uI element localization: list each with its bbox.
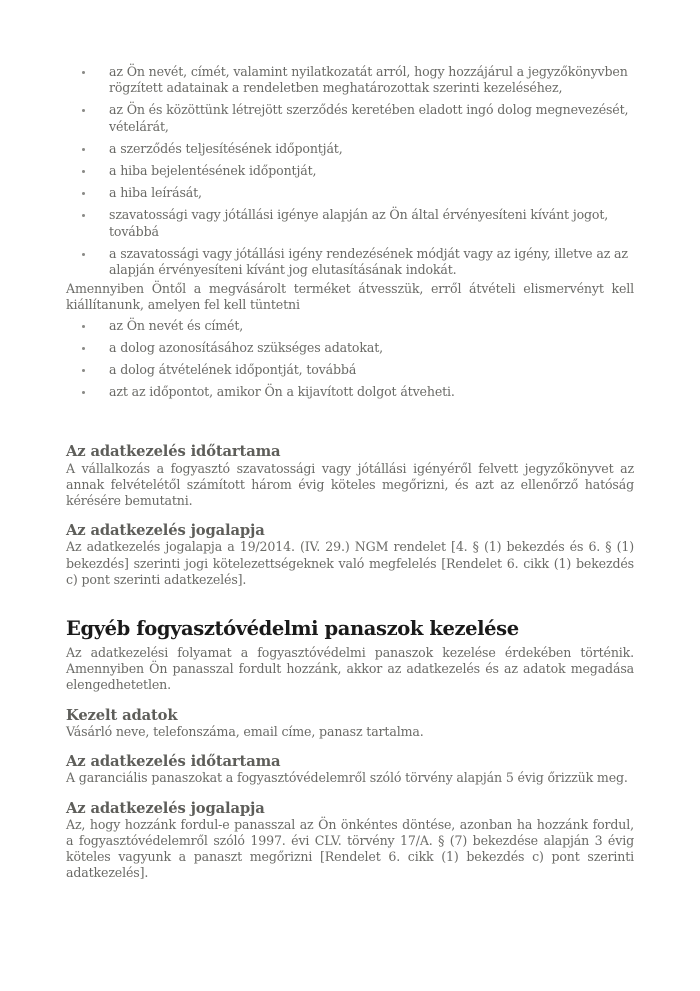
bullet-icon	[82, 325, 85, 328]
bullet-icon	[82, 369, 85, 372]
section2-data-text: Vásárló neve, telefonszáma, email címe, panasz tartalma.	[66, 723, 424, 739]
list-item: szavatossági vagy jótállási igénye alapján az Ön által érvényesíteni kívánt jogot, továbbá	[66, 207, 634, 239]
list-item: a dolog azonosításához szükséges adatokat,	[66, 340, 634, 356]
bullet-icon	[82, 391, 85, 394]
section2-legal-heading: Az adatkezelés jogalapja	[66, 799, 265, 817]
bullet-icon	[82, 192, 85, 195]
section2-intro: Az adatkezelési folyamat a fogyasztóvédelmi panaszok kezelése érdekében történik. Amennyiben Ön panasszal fordult hozzánk, akkor az adatkezelés és az adatok megadása elengedhetetlen.	[66, 645, 634, 693]
bullet-icon	[82, 253, 85, 256]
document-page	[66, 64, 634, 882]
section1-duration-heading: Az adatkezelés időtartama	[66, 443, 281, 461]
section1-legal-text: Az adatkezelés jogalapja a 19/2014. (IV. 29.) NGM rendelet [4. § (1) bekezdés és 6. § (1) bekezdés] szerinti jogi kötelezettségeknek való megfelelés [Rendelet 6. cikk (1) bekezdés c) pont szerinti adatkezelés].	[66, 539, 634, 587]
bullet-icon	[82, 109, 85, 112]
list-item: a hiba bejelentésének időpontját,	[66, 163, 634, 179]
bullet-icon	[82, 148, 85, 151]
list-item: a hiba leírását,	[66, 185, 634, 201]
bullet-icon	[82, 214, 85, 217]
list-item: azt az időpontot, amikor Ön a kijavított dolgot átveheti.	[66, 384, 634, 400]
section1-legal-heading: Az adatkezelés jogalapja	[66, 522, 265, 540]
list-item: a szavatossági vagy jótállási igény rendezésének módját vagy az igény, illetve az az alapján érvényesíteni kívánt jog elutasításának indokát.	[66, 246, 634, 278]
list-item: a dolog átvételének időpontját, továbbá	[66, 362, 634, 378]
complaint-record-list	[66, 64, 634, 278]
bullet-icon	[82, 71, 85, 74]
bullet-icon	[82, 347, 85, 350]
section2-data-heading: Kezelt adatok	[66, 706, 178, 724]
receipt-list	[66, 318, 634, 401]
list-item: az Ön és közöttünk létrejött szerződés keretében eladott ingó dolog megnevezését, vételárát,	[66, 102, 634, 134]
bullet-icon	[82, 170, 85, 173]
section1-duration-text: A vállalkozás a fogyasztó szavatossági vagy jótállási igényéről felvett jegyzőkönyvet az annak felvételétől számított három évig köteles megőrizni, és azt az ellenőrző hatóság kérésére bemutatni.	[66, 460, 634, 509]
section2-duration-heading: Az adatkezelés időtartama	[66, 753, 281, 771]
section2-legal-text: Az, hogy hozzánk fordul-e panasszal az Ön önkéntes döntése, azonban ha hozzánk fordul, a fogyasztóvédelemről szóló 1997. évi CLV. törvény 17/A. § (7) bekezdése alapján 3 évig köteles vagyunk a panaszt megőrizni [Rendelet 6. cikk (1) bekezdés c) pont szerinti adatkezelés].	[66, 816, 634, 881]
list-item: a szerződés teljesítésének időpontját,	[66, 141, 634, 157]
list-item: az Ön nevét és címét,	[66, 318, 634, 334]
list-item: az Ön nevét, címét, valamint nyilatkozatát arról, hogy hozzájárul a jegyzőkönyvben rögzített adatainak a rendeletben meghatározottak szerinti kezeléséhez,	[66, 64, 634, 96]
section2-title: Egyéb fogyasztóvédelmi panaszok kezelése	[66, 617, 519, 641]
receipt-intro-paragraph: Amennyiben Öntől a megvásárolt terméket átvesszük, erről átvételi elismervényt kell kiállítanunk, amelyen fel kell tüntetni	[66, 281, 634, 313]
section2-duration-text: A garanciális panaszokat a fogyasztóvédelemről szóló törvény alapján 5 évig őrizzük meg.	[66, 770, 628, 786]
